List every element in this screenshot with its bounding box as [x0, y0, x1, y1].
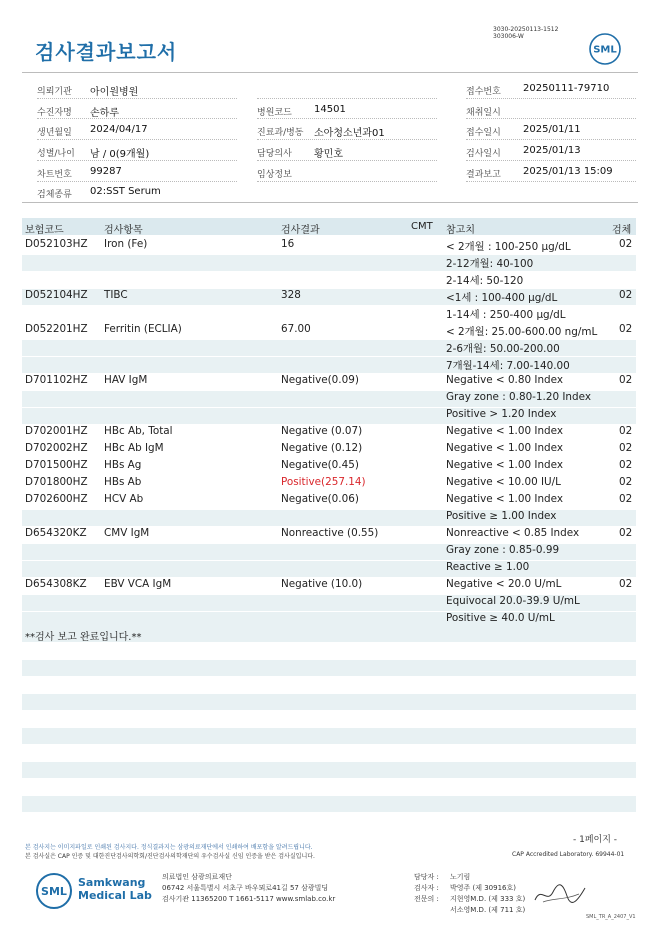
accreditation-notice: 본 검사실은 CAP 인증 및 대한진단검사의학회/진단검사의학재단의 우수검사실 신임 인증을 받은 검사실입니다.: [25, 853, 315, 860]
completion-message: **검사 보고 완료입니다.**: [25, 632, 142, 643]
cell-result: Positive(257.14): [281, 476, 366, 488]
empty-band: [22, 660, 636, 676]
cell-item: HBc Ab IgM: [104, 442, 164, 454]
footer-brand: [78, 876, 152, 902]
left-4-value: 99287: [90, 166, 122, 177]
info-dotline: [466, 181, 636, 182]
middle-2-label: 담당의사: [257, 149, 292, 159]
signature-icon: [533, 880, 588, 908]
cell-ref: Positive > 1.20 Index: [446, 408, 557, 420]
cell-specimen: 02: [619, 527, 633, 539]
sml-footer-logo-icon: [35, 872, 73, 910]
cell-code: D654320KZ: [25, 527, 87, 539]
middle-1-value: 소아청소년과01: [314, 128, 385, 139]
cell-item: TIBC: [104, 289, 128, 301]
cell-item: Iron (Fe): [104, 238, 148, 250]
page-number: - 1페이지 -: [573, 835, 618, 845]
cell-ref: Nonreactive < 0.85 Index: [446, 527, 580, 539]
cell-item: CMV IgM: [104, 527, 150, 539]
cell-ref: Positive ≥ 40.0 U/mL: [446, 612, 555, 624]
info-dotline: [37, 98, 237, 99]
cell-ref: < 2개월: 25.00-600.00 ng/mL: [446, 326, 598, 338]
cell-specimen: 02: [619, 578, 633, 590]
cell-result: Negative(0.06): [281, 493, 359, 505]
right-2-value: 2025/01/11: [523, 124, 581, 135]
cell-result: Negative (10.0): [281, 578, 363, 590]
info-dotline: [466, 98, 636, 99]
right-3-label: 검사일시: [466, 149, 501, 159]
org-contact: 검사기관 11365200 T 1661-5117 www.smlab.co.kr: [162, 895, 336, 903]
left-1-value: 손하루: [90, 108, 119, 119]
right-0-label: 접수번호: [466, 87, 501, 97]
col-code: 보험코드: [25, 225, 64, 236]
report-code: [493, 26, 558, 40]
empty-band: [22, 728, 636, 744]
cell-item: HBs Ab: [104, 476, 142, 488]
cell-code: D702600HZ: [25, 493, 88, 505]
cell-ref: Negative < 10.00 IU/L: [446, 476, 561, 488]
cell-result: Negative(0.45): [281, 459, 359, 471]
report-code-line1: 3030-20250113-1512: [493, 26, 559, 33]
cell-specimen: 02: [619, 289, 633, 301]
middle-0-value: 14501: [314, 104, 346, 115]
cell-code: D052104HZ: [25, 289, 88, 301]
cell-ref: 2-12개월: 40-100: [446, 258, 534, 270]
cell-ref: 1-14세 : 250-400 μg/dL: [446, 309, 566, 321]
col-ref: 참고치: [446, 225, 475, 236]
left-4-label: 차트번호: [37, 170, 72, 180]
sml-logo-icon: [589, 33, 621, 65]
cell-code: D654308KZ: [25, 578, 87, 590]
cell-result: Negative(0.09): [281, 374, 359, 386]
left-0-label: 의뢰기관: [37, 87, 72, 97]
svg-text:SML: SML: [593, 44, 617, 56]
org-address: 06742 서울특별시 서초구 바우뫼로41길 57 삼광빌딩: [162, 884, 329, 892]
info-dotline: [37, 181, 237, 182]
cell-ref: Gray zone : 0.85-0.99: [446, 544, 560, 556]
cell-ref: 2-6개월: 50.00-200.00: [446, 343, 560, 355]
info-dotline: [466, 160, 636, 161]
cell-ref: <1세 : 100-400 μg/dL: [446, 292, 558, 304]
info-dotline: [257, 139, 437, 140]
cell-result: 67.00: [281, 323, 311, 335]
left-3-label: 성별/나이: [37, 149, 75, 159]
cell-specimen: 02: [619, 374, 633, 386]
staff-value: 서소영M.D. (제 711 호): [450, 906, 526, 914]
info-dotline: [257, 160, 437, 161]
middle-1-label: 진료과/병동: [257, 128, 304, 138]
cell-ref: Negative < 1.00 Index: [446, 425, 563, 437]
staff-value: 박영주 (제 30916호): [450, 884, 516, 892]
right-2-label: 접수일시: [466, 128, 501, 138]
info-dotline: [37, 118, 237, 119]
cell-ref: Negative < 1.00 Index: [446, 493, 563, 505]
left-5-value: 02:SST Serum: [90, 186, 161, 197]
cell-result: Nonreactive (0.55): [281, 527, 379, 539]
cell-ref: Positive ≥ 1.00 Index: [446, 510, 557, 522]
col-cmt: CMT: [411, 221, 433, 232]
form-code: SML_TR_A_2407_V1: [586, 914, 636, 920]
cell-result: 328: [281, 289, 301, 301]
cell-item: HBs Ag: [104, 459, 142, 471]
staff-label: 전문의 :: [414, 895, 439, 903]
brand-line2: Medical Lab: [78, 889, 152, 902]
middle-3-label: 임상정보: [257, 170, 292, 180]
right-0-value: 20250111-79710: [523, 83, 610, 94]
cell-ref: 7개월-14세: 7.00-140.00: [446, 360, 570, 372]
left-1-label: 수진자명: [37, 108, 72, 118]
cell-code: D701102HZ: [25, 374, 88, 386]
staff-label: 검사자 :: [414, 884, 439, 892]
right-4-value: 2025/01/13 15:09: [523, 166, 613, 177]
page-title: 검사결과보고서: [35, 40, 178, 64]
cell-result: 16: [281, 238, 295, 250]
left-5-label: 검체종류: [37, 190, 72, 200]
cell-item: EBV VCA IgM: [104, 578, 172, 590]
cell-code: D701500HZ: [25, 459, 88, 471]
org-name: 의료법인 삼광의료재단: [162, 873, 232, 881]
cell-item: HAV IgM: [104, 374, 148, 386]
info-dotline: [466, 139, 636, 140]
info-dotline: [257, 98, 437, 99]
info-dotline: [466, 118, 636, 119]
cell-ref: 2-14세: 50-120: [446, 275, 524, 287]
left-3-value: 남 / 0(9개월): [90, 149, 150, 160]
empty-band: [22, 694, 636, 710]
report-code-line2: 303006-W: [493, 33, 524, 40]
staff-label: 담당자 :: [414, 873, 439, 881]
row-band: [22, 255, 636, 271]
middle-2-value: 황민호: [314, 149, 343, 160]
info-dotline: [257, 181, 437, 182]
cell-result: Negative (0.12): [281, 442, 363, 454]
brand-line1: Samkwang: [78, 876, 146, 889]
left-0-value: 아이원병원: [90, 87, 139, 98]
right-4-label: 결과보고: [466, 170, 501, 180]
empty-band: [22, 796, 636, 812]
cell-ref: Reactive ≥ 1.00: [446, 561, 530, 573]
cell-specimen: 02: [619, 459, 633, 471]
cell-specimen: 02: [619, 493, 633, 505]
cap-accreditation: CAP Accredited Laboratory. 69944-01: [512, 851, 625, 858]
cell-ref: Negative < 1.00 Index: [446, 459, 563, 471]
cell-specimen: 02: [619, 323, 633, 335]
cell-item: Ferritin (ECLIA): [104, 323, 182, 335]
info-dotline: [37, 139, 237, 140]
middle-0-label: 병원코드: [257, 108, 292, 118]
info-dotline: [37, 160, 237, 161]
staff-value: 노기림: [450, 873, 471, 881]
image-notice: 본 검사지는 이미지파일로 인쇄된 검사지다. 정식결과지는 삼광의료재단에서 인쇄하여 배포함을 알려드립니다.: [25, 844, 313, 851]
cell-result: Negative (0.07): [281, 425, 363, 437]
right-3-value: 2025/01/13: [523, 145, 581, 156]
col-item: 검사항목: [104, 225, 143, 236]
cell-ref: Gray zone : 0.80-1.20 Index: [446, 391, 591, 403]
cell-specimen: 02: [619, 238, 633, 250]
cell-ref: Negative < 0.80 Index: [446, 374, 563, 386]
cell-ref: Negative < 1.00 Index: [446, 442, 563, 454]
row-band: [22, 561, 636, 577]
right-1-label: 채취일시: [466, 108, 501, 118]
col-result: 검사결과: [281, 225, 320, 236]
cell-ref: Negative < 20.0 U/mL: [446, 578, 562, 590]
svg-text:SML: SML: [41, 885, 67, 898]
cell-code: D702001HZ: [25, 425, 88, 437]
empty-band: [22, 762, 636, 778]
cell-item: HCV Ab: [104, 493, 144, 505]
cell-ref: Equivocal 20.0-39.9 U/mL: [446, 595, 580, 607]
cell-code: D052201HZ: [25, 323, 88, 335]
info-dotline: [257, 118, 437, 119]
cell-specimen: 02: [619, 425, 633, 437]
cell-code: D702002HZ: [25, 442, 88, 454]
left-2-label: 생년월일: [37, 128, 72, 138]
left-2-value: 2024/04/17: [90, 124, 148, 135]
header-divider: [22, 72, 638, 73]
cell-ref: < 2개월 : 100-250 μg/dL: [446, 241, 571, 253]
cell-specimen: 02: [619, 442, 633, 454]
cell-code: D052103HZ: [25, 238, 88, 250]
info-divider: [22, 202, 638, 203]
cell-code: D701800HZ: [25, 476, 88, 488]
col-specimen: 검체: [612, 225, 632, 236]
cell-specimen: 02: [619, 476, 633, 488]
cell-item: HBc Ab, Total: [104, 425, 173, 437]
staff-value: 지현영M.D. (제 333 호): [450, 895, 526, 903]
